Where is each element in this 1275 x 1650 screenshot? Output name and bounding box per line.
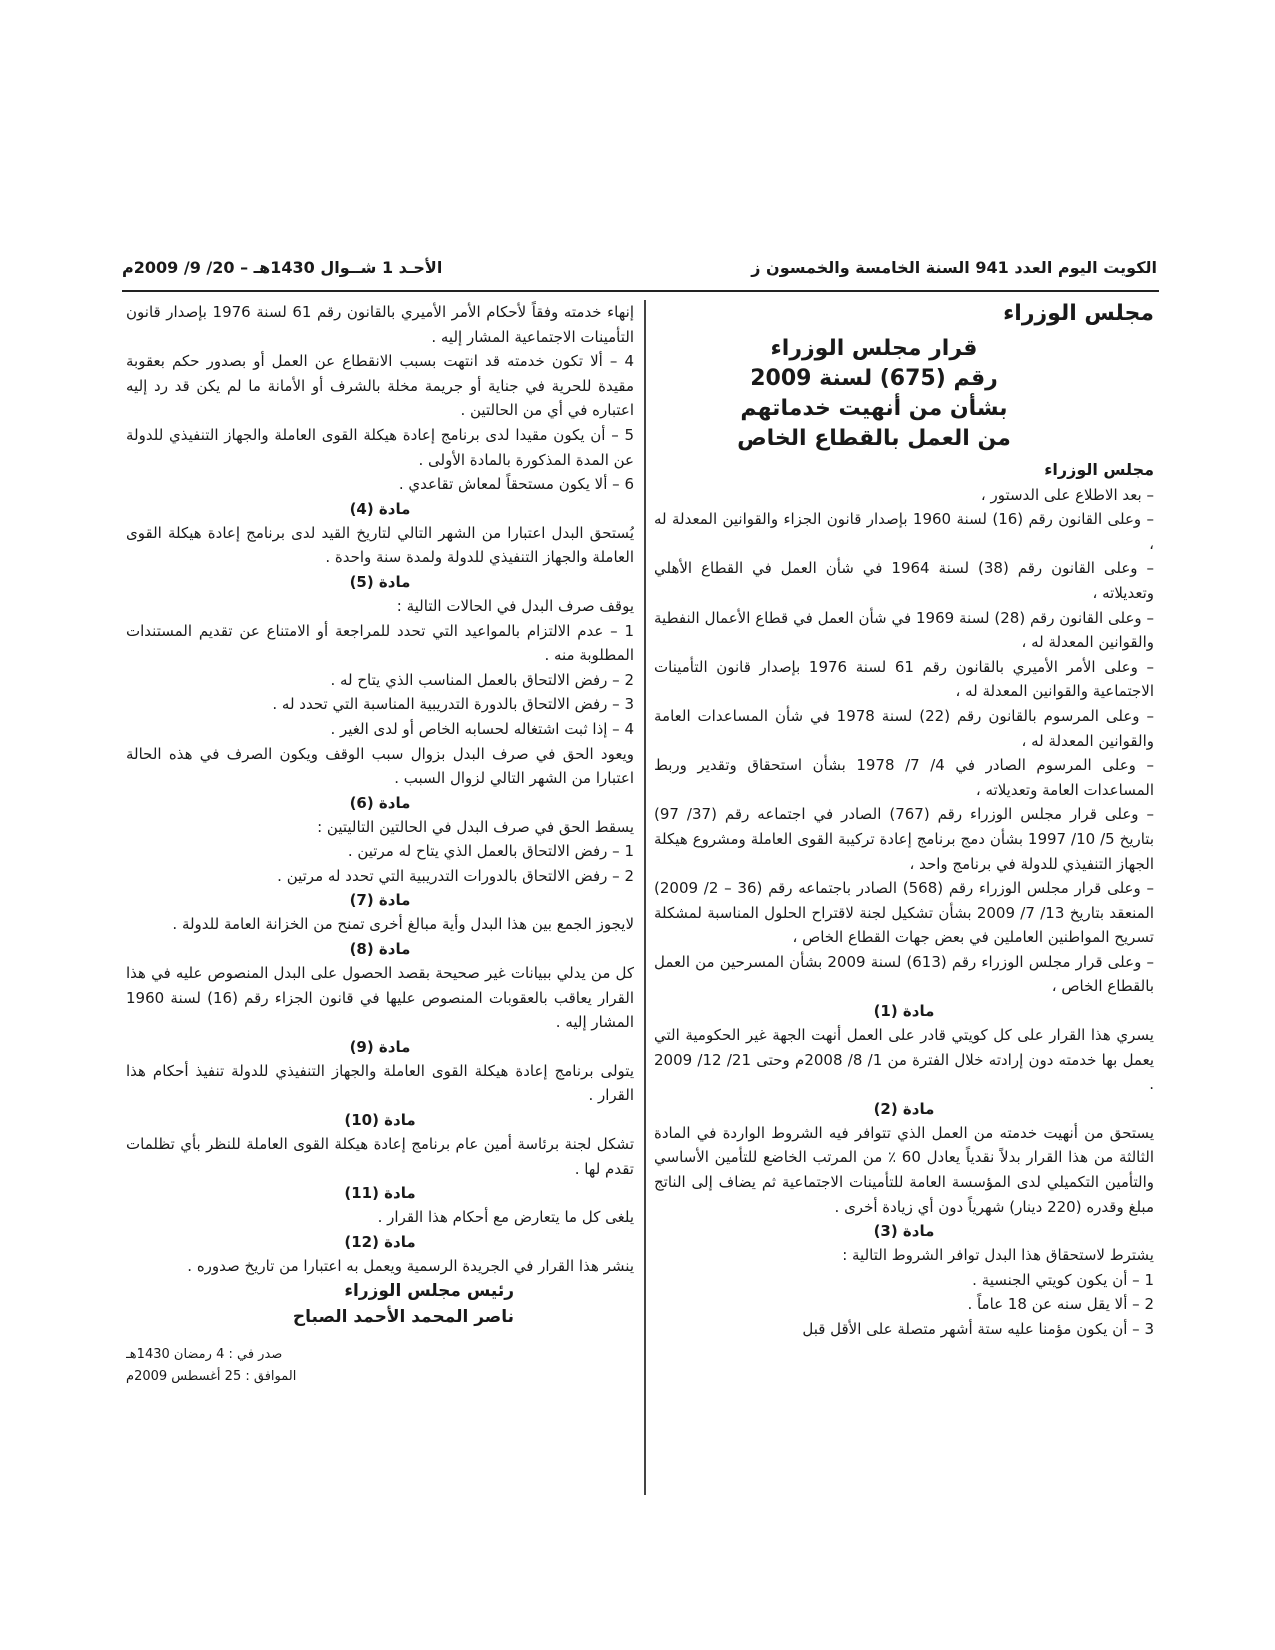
issued-hijri: صدر في : 4 رمضان 1430هـ <box>126 1347 283 1363</box>
article-text: يلغى كل ما يتعارض مع أحكام هذا القرار . <box>377 1208 634 1227</box>
recital: – وعلى قرار مجلس الوزراء رقم (568) الصادر باجتماعه رقم (36 – 2/ 2009) المنعقد بتاريخ 13/ 7/ 2009 بشأن تشكيل لجنة لاقتراح الحلول المناسبة لمشكلة تسريح المواطنين العاملين في بعض جهات القطاع الخاص ، <box>654 879 1154 947</box>
recital: – وعلى الأمر الأميري بالقانون رقم 61 لسنة 1976 بإصدار قانون التأمينات الاجتماعية والقوانين المعدلة له ، <box>654 657 1154 701</box>
article-text: إنهاء خدمته وفقاً لأحكام الأمر الأميري بالقانون رقم 61 لسنة 1976 بإصدار قانون التأمينات الاجتماعية المشار إليه . <box>126 303 634 346</box>
article-heading: مادة (1) <box>873 1002 935 1021</box>
article-heading: مادة (9) <box>349 1037 411 1056</box>
article-heading: مادة (7) <box>349 891 411 910</box>
decision-title-line: رقم (675) لسنة 2009 <box>750 366 998 391</box>
article-heading: مادة (3) <box>873 1222 935 1241</box>
header-rule <box>122 290 1159 292</box>
article-heading: مادة (5) <box>349 572 411 591</box>
issuer: مجلس الوزراء <box>1044 460 1154 479</box>
article-text: يشترط لاستحقاق هذا البدل توافر الشروط التالية : <box>842 1246 1154 1265</box>
article-heading: مادة (2) <box>873 1099 935 1118</box>
header-issue: الكويت اليوم العدد 941 السنة الخامسة والخمسون ز <box>751 258 1157 277</box>
article-heading: مادة (12) <box>344 1232 416 1251</box>
article-text: يوقف صرف البدل في الحالات التالية : <box>396 596 634 615</box>
recital: – وعلى المرسوم الصادر في 4/ 7/ 1978 بشأن استحقاق وتقدير وربط المساعدات العامة وتعديلاته ، <box>654 756 1154 799</box>
left-column <box>126 300 634 1490</box>
article-text: يستحق من أنهيت خدمته من العمل الذي تتوافر فيه الشروط الواردة في المادة الثالثة من هذا القرار بدلاً نقدياً يعادل 60 ٪ من المرتب الخاضع للتأمين الأساسي والتأمين التكميلي لدى المؤسسة العامة للتأمينات الاجتماعية ثم يضاف إلى الناتج مبلغ وقدره (220 دينار) شهرياً دون أي زيادة أخرى . <box>654 1123 1154 1216</box>
list-item: 2 – ألا يقل سنه عن 18 عاماً . <box>967 1295 1154 1314</box>
section-title: مجلس الوزراء <box>1003 301 1154 326</box>
list-item: 1 – أن يكون كويتي الجنسية . <box>972 1270 1154 1289</box>
article-text: يُستحق البدل اعتبارا من الشهر التالي لتاريخ القيد لدى برنامج إعادة هيكلة القوى العاملة والجهاز التنفيذي للدولة ولمدة سنة واحدة . <box>126 523 634 567</box>
list-item: 1 – عدم الالتزام بالمواعيد التي تحدد للمراجعة أو الامتناع عن تقديم المستندات المطلوبة منه . <box>126 621 634 665</box>
signature-title: رئيس مجلس الوزراء <box>344 1281 514 1302</box>
article-heading: مادة (4) <box>349 499 411 518</box>
article-text: يسقط الحق في صرف البدل في الحالتين التاليتين : <box>317 817 634 836</box>
recital: – وعلى القانون رقم (38) لسنة 1964 في شأن العمل في القطاع الأهلي وتعديلاته ، <box>654 559 1154 602</box>
list-item: 2 – رفض الالتحاق بالعمل المناسب الذي يتاح له . <box>330 670 634 689</box>
list-item: 4 – ألا تكون خدمته قد انتهت بسبب الانقطاع عن العمل أو بصدور حكم بعقوبة مقيدة للحرية في جناية أو جريمة مخلة بالشرف أو الأمانة ما لم يكن قد رد إليه اعتباره في أي من الحالتين . <box>126 352 634 420</box>
article-text: يسري هذا القرار على كل كويتي قادر على العمل أنهت الجهة غير الحكومية التي يعمل بها خدمته دون إرادته خلال الفترة من 1/ 8/ 2008م وحتى 21/ 12/ 2009 . <box>654 1026 1154 1094</box>
article-text: لايجوز الجمع بين هذا البدل وأية مبالغ أخرى تمنح من الخزانة العامة للدولة . <box>172 915 634 934</box>
recital: – وعلى قرار مجلس الوزراء رقم (613) لسنة 2009 بشأن المسرحين من العمل بالقطاع الخاص ، <box>654 952 1154 996</box>
column-divider <box>644 300 646 1495</box>
decision-title-line: بشأن من أنهيت خدماتهم <box>740 396 1008 421</box>
list-item: 5 – أن يكون مقيدا لدى برنامج إعادة هيكلة القوى العاملة والجهاز التنفيذي للدولة عن المدة المذكورة بالمادة الأولى . <box>126 425 634 469</box>
list-item: 3 – رفض الالتحاق بالدورة التدريبية المناسبة التي تحدد له . <box>272 695 634 714</box>
recital: – وعلى قرار مجلس الوزراء رقم (767) الصادر في اجتماعه رقم (37/ 97) بتاريخ 5/ 10/ 1997 بشأن دمج برنامج إعادة تركيبة القوى العاملة ومشروع هيكلة الجهاز التنفيذي للدولة في برنامج واحد ، <box>654 805 1154 873</box>
list-item: 1 – رفض الالتحاق بالعمل الذي يتاح له مرتين . <box>347 842 634 861</box>
decision-title-line: من العمل بالقطاع الخاص <box>737 426 1011 451</box>
signature-block <box>126 1278 634 1330</box>
list-item: 6 – ألا يكون مستحقاً لمعاش تقاعدي . <box>398 475 634 494</box>
recital: – وعلى المرسوم بالقانون رقم (22) لسنة 1978 في شأن المساعدات العامة والقوانين المعدلة له ، <box>654 706 1154 750</box>
article-text: يتولى برنامج إعادة هيكلة القوى العاملة والجهاز التنفيذي للدولة تنفيذ أحكام هذا القرار . <box>126 1061 634 1105</box>
issued-gregorian: الموافق : 25 أغسطس 2009م <box>126 1369 297 1385</box>
decision-title <box>654 334 1154 454</box>
article-text: تشكل لجنة برئاسة أمين عام برنامج إعادة هيكلة القوى العاملة للنظر بأي تظلمات تقدم لها . <box>126 1135 634 1178</box>
article-text: ينشر هذا القرار في الجريدة الرسمية ويعمل به اعتبارا من تاريخ صدوره . <box>187 1256 634 1275</box>
decision-title-line: قرار مجلس الوزراء <box>770 336 978 361</box>
article-heading: مادة (8) <box>349 940 411 959</box>
list-item: 4 – إذا ثبت اشتغاله لحسابه الخاص أو لدى الغير . <box>330 719 634 738</box>
article-heading: مادة (6) <box>349 793 411 812</box>
header-date: الأحـد 1 شــوال 1430هـ – 20/ 9/ 2009م <box>122 258 443 277</box>
signature-name: ناصر المحمد الأحمد الصباح <box>292 1307 514 1328</box>
right-column <box>654 300 1154 1490</box>
article-heading: مادة (10) <box>344 1111 416 1130</box>
issue-dates <box>126 1344 634 1388</box>
list-item: 3 – أن يكون مؤمنا عليه ستة أشهر متصلة على الأقل قبل <box>802 1320 1154 1338</box>
recital: – بعد الاطلاع على الدستور ، <box>980 485 1154 504</box>
recital: – وعلى القانون رقم (16) لسنة 1960 بإصدار قانون الجزاء والقوانين المعدلة له ، <box>654 510 1154 553</box>
recital: – وعلى القانون رقم (28) لسنة 1969 في شأن العمل في قطاع الأعمال النفطية والقوانين المعدلة له ، <box>654 608 1154 652</box>
article-text: كل من يدلي ببيانات غير صحيحة بقصد الحصول على البدل المنصوص عليه في هذا القرار يعاقب بالعقوبات المنصوص عليها في قانون الجزاء رقم (16) لسنة 1960 المشار إليه . <box>126 964 634 1032</box>
article-text: ويعود الحق في صرف البدل بزوال سبب الوقف ويكون الصرف في هذه الحالة اعتبارا من الشهر التالي لزوال السبب . <box>126 744 634 788</box>
article-heading: مادة (11) <box>344 1184 416 1203</box>
list-item: 2 – رفض الالتحاق بالدورات التدريبية التي تحدد له مرتين . <box>277 866 634 885</box>
